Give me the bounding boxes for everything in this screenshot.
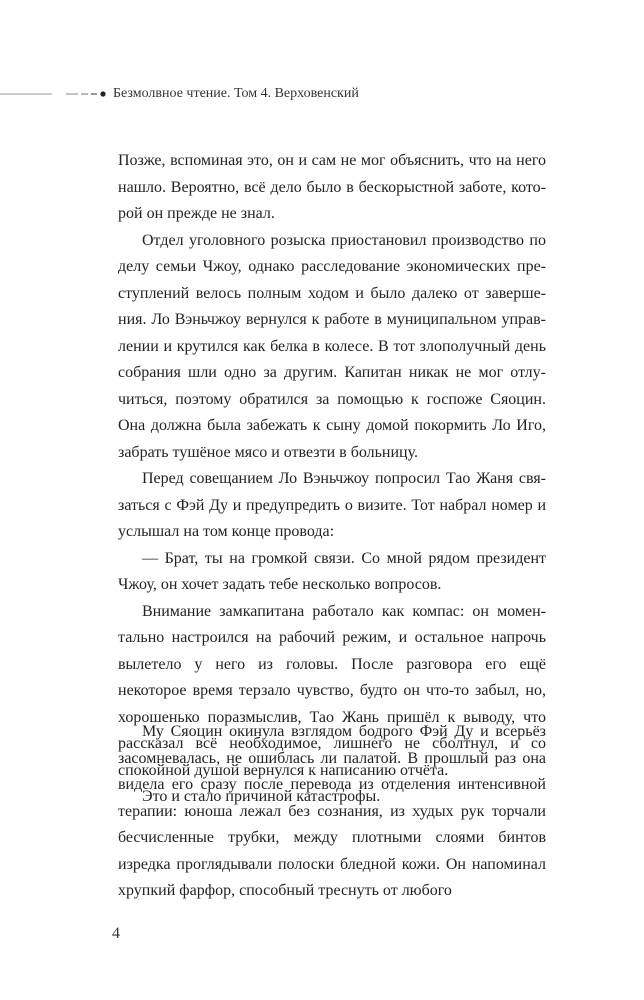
dialogue-paragraph: — Брат, ты на громкой связи. Со мной рядом президент Чжоу, он хочет задать тебе несколько вопросов.: [118, 549, 546, 593]
running-header: [0, 84, 644, 104]
body-text-section-2: [118, 719, 546, 905]
paragraph: Му Сяоцин окинула взглядом бодрого Фэй Ду и всерьёз засомневалась, не ошиблась ли палатой. В прошлый раз она видела его сразу после перевода из отделения интенсивной терапии: юноша лежал без сознания, из худых рук торчали бесчисленные трубки, между плотными слоями бинтов изредка проглядывали полоски бледной кожи. Он напоминал хрупкий фарфор, способный треснуть от любого: [118, 723, 546, 899]
ornament-dot: [100, 91, 105, 96]
header-title: Безмолвное чтение. Том 4. Верховенский: [113, 86, 359, 101]
paragraph: Внимание замкапитана работало как компас: он моментально настроился на рабочий режим, и остальное напрочь вылетело у него из головы. После разговора его ещё некоторое время терзало чувство, будто он что-то забыл, но, хорошенько поразмыслив, Тао Жань пришёл к выводу, что рассказал всё необходимое, лишнего не сболтнул, и со спокойной душой вернулся к написанию отчёта.: [118, 602, 546, 779]
header-ornament: [0, 84, 112, 104]
paragraph: Перед совещанием Ло Вэньчжоу попросил Тао Жаня связаться с Фэй Ду и предупредить о визите. Тот набрал номер и услышал на том конце провода:: [118, 470, 546, 540]
body-text-section-1: [118, 148, 546, 811]
paragraph: Это и стало причиной катастрофы.: [142, 788, 381, 805]
paragraph: Позже, вспоминая это, он и сам не мог объяснить, что на него нашло. Вероятно, всё дело было в бескорыстной заботе, которой он прежде не знал.: [118, 152, 546, 222]
page-number: 4: [112, 925, 120, 942]
paragraph: Отдел уголовного розыска приостановил производство по делу семьи Чжоу, однако расследование экономических преступлений велось полным ходом и было далеко от завершения. Ло Вэньчжоу вернулся к работе в муниципальном управлении и крутился как белка в колесе. В тот злополучный день собрания шли одно за другим. Капитан никак не мог отлучиться, поэтому обратился за помощью к госпоже Сяоцин. Она должна была забежать к сыну домой покормить Ло Иго, забрать тушёное мясо и отвезти в больницу.: [118, 231, 546, 461]
